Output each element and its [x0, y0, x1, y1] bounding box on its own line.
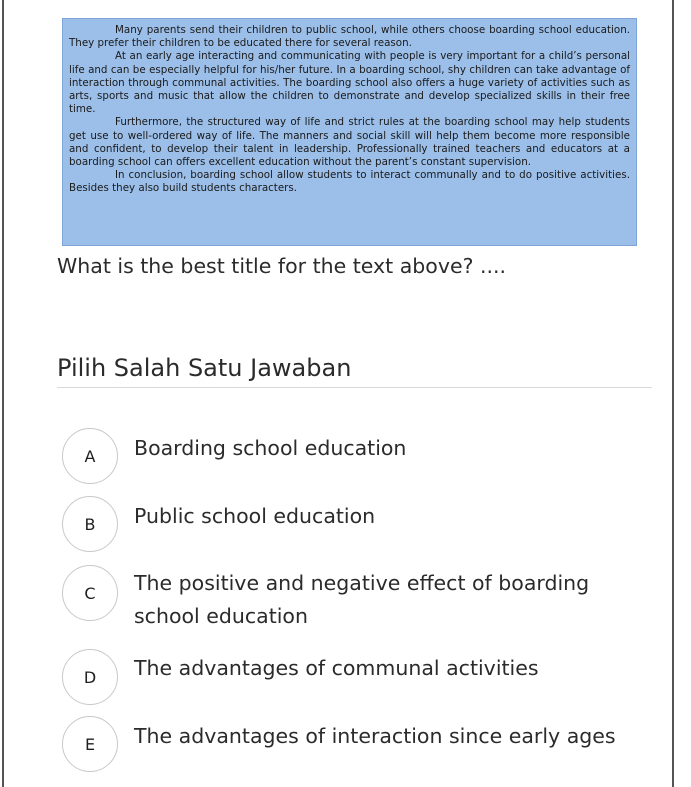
answer-option-e[interactable]	[62, 716, 662, 776]
heading-divider	[57, 387, 652, 388]
answer-option-a[interactable]	[62, 428, 662, 488]
option-text[interactable]: Boarding school education	[134, 436, 407, 460]
option-letter-badge[interactable]: E	[62, 716, 118, 772]
reading-passage	[62, 18, 637, 246]
passage-paragraph-3: Furthermore, the structured way of life and strict rules at the boarding school may help students get use to well-ordered way of life. The manners and social skill will help them become more responsible and confident, to develop their talent in leadership. Professionally trained teachers and educators at a boarding school can offers excellent education without the parent’s constant supervision.	[69, 116, 630, 169]
option-letter-badge[interactable]: C	[62, 565, 118, 621]
passage-paragraph-4: In conclusion, boarding school allow students to interact communally and to do positive activities. Besides they also build students characters.	[69, 169, 630, 195]
option-letter-badge[interactable]: A	[62, 428, 118, 484]
passage-paragraph-1: Many parents send their children to public school, while others choose boarding school education. They prefer their children to be educated there for several reason.	[69, 24, 630, 50]
answer-option-c[interactable]	[62, 565, 662, 628]
question-text: What is the best title for the text above? ....	[57, 254, 507, 278]
option-text[interactable]: The positive and negative effect of boarding school education	[134, 571, 590, 628]
answer-option-d[interactable]	[62, 649, 662, 709]
answers-heading: Pilih Salah Satu Jawaban	[57, 354, 352, 382]
quiz-page	[4, 0, 672, 787]
answer-option-b[interactable]	[62, 496, 662, 556]
option-letter-badge[interactable]: D	[62, 649, 118, 705]
option-text[interactable]: Public school education	[134, 504, 376, 528]
frame-right-border	[672, 0, 674, 787]
option-text[interactable]: The advantages of communal activities	[134, 656, 539, 680]
passage-paragraph-2: At an early age interacting and communicating with people is very important for a child’s personal life and can be especially helpful for his/her future. In a boarding school, shy children can take advantage of interaction through communal activities. The boarding school also offers a huge variety of activities such as arts, sports and music that allow the children to demonstrate and develop specialized skills in their free time.	[69, 50, 630, 116]
option-text[interactable]: The advantages of interaction since early ages	[134, 724, 616, 748]
option-letter-badge[interactable]: B	[62, 496, 118, 552]
